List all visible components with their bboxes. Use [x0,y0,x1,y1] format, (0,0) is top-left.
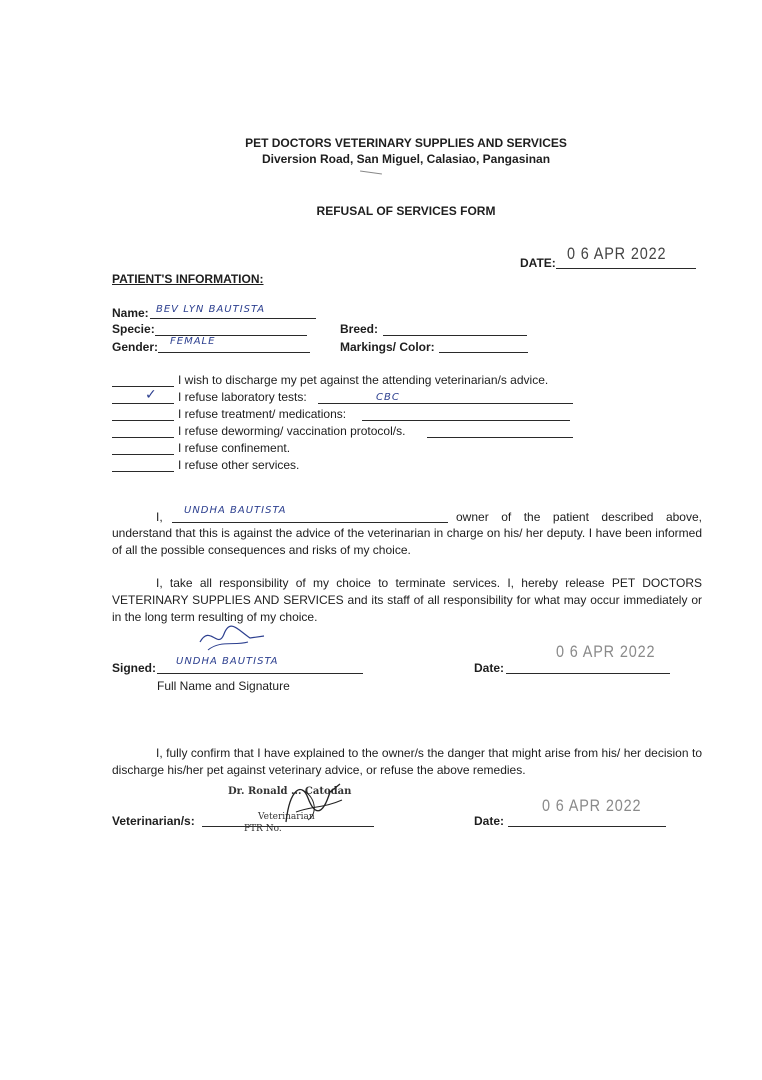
vet-stamp-license: PTR No. [244,824,282,834]
gender-label: Gender: [112,340,159,354]
breed-label: Breed: [340,322,379,336]
name-label: Name: [112,306,149,320]
vet-stamp-title: Veterinarian [258,812,315,822]
refusal-item [0,440,762,457]
refusal-list [0,372,762,476]
specie-label: Specie: [112,322,155,336]
vet-date-label: Date: [474,814,505,828]
statement2 [112,575,702,626]
refusal-text: I refuse confinement. [178,441,291,455]
statement1-text-after: owner of the patient described above, [456,510,702,524]
refusal-item [0,423,762,440]
name-line [150,318,316,319]
signed-line[interactable] [157,673,363,674]
statement1-prefix: I, [156,510,163,524]
form-title: REFUSAL OF SERVICES FORM [316,204,496,218]
refusal-mark: ✓ [145,387,158,403]
refusal-item [0,457,762,474]
statement3-text: I, fully confirm that I have explained to the owner/s the danger that might arise from his/ her decision to discharge his/her pet against veterinary advice, or refuse the above remedies. [112,746,702,777]
name-value: BEV LYN BAUTISTA [156,304,266,315]
vet-date-stamp: 0 6 APR 2022 [542,796,642,815]
refusal-text: I refuse laboratory tests: [178,390,307,404]
refusal-check-line[interactable] [112,437,174,438]
statement1-continuation: understand that this is against the advice of the veterinarian in charge on his/ her deputy. I have been informed of all the possible consequences and risks of my choice. [112,526,702,557]
vet-signature [272,778,352,828]
markings-line [439,352,528,353]
refusal-detail-line [318,403,573,404]
refusal-check-line[interactable] [112,420,174,421]
refusal-check-line[interactable] [112,471,174,472]
refusal-item [0,406,762,423]
vet-date-line[interactable] [508,826,666,827]
refusal-text: I refuse other services. [178,458,300,472]
refusal-item [0,389,762,406]
patient-section-title: PATIENT'S INFORMATION: [112,272,264,286]
owner-date-stamp: 0 6 APR 2022 [556,642,656,661]
date-line [556,268,696,269]
gender-value: FEMALE [170,336,216,347]
company-address: Diversion Road, San Miguel, Calasiao, Pangasinan [261,152,551,166]
owner-sign-name: UNDHA BAUTISTA [176,656,279,667]
refusal-text: I refuse treatment/ medications: [178,407,347,421]
veterinarian-label: Veterinarian/s: [112,814,195,828]
owner-date-line[interactable] [506,673,670,674]
refusal-detail-line [427,437,573,438]
refusal-check-line[interactable] [112,403,174,404]
refusal-item [0,372,762,389]
breed-line [383,335,527,336]
company-name: PET DOCTORS VETERINARY SUPPLIES AND SERVICES [245,136,567,150]
date-stamp: 0 6 APR 2022 [567,244,667,263]
refusal-text: I refuse deworming/ vaccination protocol/s. [178,424,406,438]
owner-name-line[interactable] [172,522,448,523]
owner-signature [190,620,270,654]
veterinarian-line[interactable] [202,826,374,827]
refusal-text: I wish to discharge my pet against the attending veterinarian/s advice. [178,373,549,387]
full-name-caption: Full Name and Signature [157,679,290,693]
refusal-detail: CBC [376,392,400,403]
date-label: DATE: [520,256,556,270]
gender-line [158,352,310,353]
statement2-text: I, take all responsibility of my choice to terminate services. I, hereby release PET DOCTORS VETERINARY SUPPLIES AND SERVICES and its staff of all responsibility for what may occur immediately or in the long term resulting of my choice. [112,576,702,624]
refusal-detail-line [362,420,570,421]
statement1-owner-name: UNDHA BAUTISTA [184,505,287,516]
signed-label: Signed: [112,661,156,675]
refusal-check-line[interactable] [112,454,174,455]
vet-stamp-name: Dr. Ronald ... Catodan [228,786,352,797]
owner-date-label: Date: [474,661,505,675]
statement3 [112,745,702,779]
markings-label: Markings/ Color: [340,340,435,354]
header-mark [360,170,382,174]
refusal-check-line[interactable] [112,386,174,387]
